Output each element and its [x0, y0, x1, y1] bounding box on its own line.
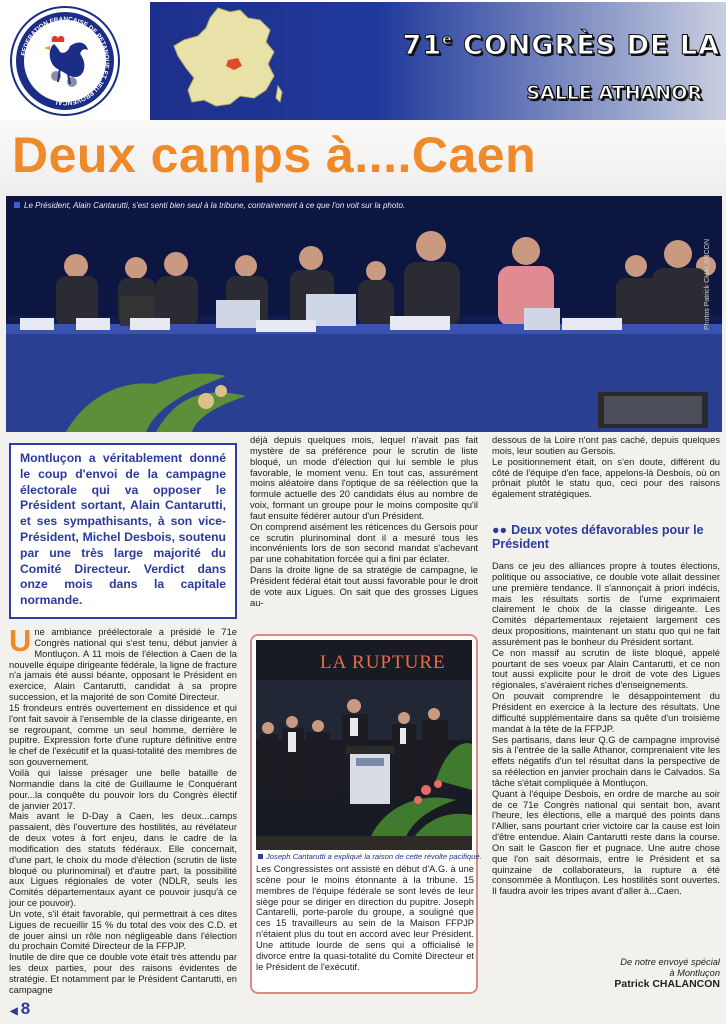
paragraph-4: Mais avant le D-Day à Caen, les deux...camps passaient, dès l'ouverture des hostilités, au révélateur de deux votes à fort enjeu, dans le cadre de la modification des statuts fédéraux. Elle concernait, d'une part, le choix du mode d'élection (scrutin de liste bloqué ou plurinominal) et d'autre part, la possibilité aux Ligues régionales de voter (NDLR, seuls les Comités départementaux ayant ce pouvoir jusqu'à ce jour ce pouvoir). [9, 811, 237, 909]
column-3 [492, 435, 720, 500]
paragraph-9: Dans la droite ligne de sa stratégie de campagne, le Président fédéral était tout aussi favorable pour le droit de vote aux Ligues. On sait que des grosses Ligues au- [250, 565, 478, 608]
signoff-line-2: à Montluçon [669, 968, 720, 978]
caption-square-icon [258, 854, 263, 859]
venue-title: SALLE ATHANOR [526, 82, 702, 104]
congress-title: 71e CONGRÈS DE LA [402, 30, 720, 61]
svg-text:FEDERATION FRANCAISE DE PETANQ: FEDERATION FRANCAISE DE PETANQUE ET JEU PROVENCAL [20, 15, 111, 107]
intro-box [9, 443, 237, 619]
tribune-photo-illustration [6, 196, 722, 432]
paragraph-2: 15 frondeurs entrés ouvertement en dissidence et qui l'ont fait savoir à l'ensemble de la classe dirigeante, en se regroupant, comme un seul homme, derrière le pupitre. Expression forte d'une rupture définitive entre le chef de l'exécutif et la quasi-totalité des membres de son gouvernement. [9, 702, 237, 768]
paragraph-11: Le positionnement était, on s'en doute, différent du côté de l'équipe d'en face, appelons-là Desbois, où on prônait plutôt le statu quo, ceci pour des raisons également stratégiques. [492, 456, 720, 500]
footer [0, 1020, 726, 1024]
triangle-icon: ◀ [10, 1006, 18, 1017]
paragraph-15: Ses partisans, dans leur Q.G de campagne improvisé sis à l'entrée de la salle Athanor, comprenaient vite les effets négatifs d'un tel résultat dans la perspective de sa réélection en janvier prochain dans le Calvados. Sa tâche s'était compliquée à Montluçon. [492, 734, 720, 788]
intro-text: Montluçon a véritablement donné le coup d'envoi de la campagne électorale qui va opposer le Président sortant, Alain Cantarutti, et ses sympathisants, à son vice-Président, Michel Desbois, soutenu par une très large majorité du Comité Directeur. Verdict dans onze mois dans la capitale normande. [20, 451, 226, 608]
bullet-dots-icon: ●● [492, 523, 508, 537]
paragraph-3: Voilà qui laisse présager une belle bataille de Normandie dans la cité de Guillaume le Conquérant pour...la conquête du pouvoir lors du Congrès électif de janvier 2017. [9, 767, 237, 811]
signoff-line-1: De notre envoyé spécial [620, 957, 720, 967]
france-map-icon [170, 6, 285, 111]
paragraph-6: Inutile de dire que ce double vote était très attendu par les deux parties, pour des raisons évidentes de stratégie. Et notamment par le Président Cantarutti, en campagne [9, 952, 237, 995]
rupture-caption: Joseph Cantarutti a expliqué la raison de cette révolte pacifique. [258, 852, 472, 861]
paragraph-14: On pouvait comprendre le désappointement du Président en exercice à la lecture des résultats. Une difficulté supplémentaire dans sa quête d'un troisième mandat à la tête de la FFPJP. [492, 691, 720, 734]
paragraph-8: On comprend aisément les réticences du Gersois pour ce scrutin plurinominal dont il a mesuré tous les inconvénients lors de son second mandat s'achevant par une cohabitation forcée qui a fini par éclater. [250, 521, 478, 565]
paragraph-12: Dans ce jeu des alliances propre à toutes élections, politique ou associative, ce double vote allait dessiner une première tendance. Il s'annonçait à priori indécis, mais les résultats sortis de l'urne exprimaient clairement le choix de la classe dirigeante. Les Comités départementaux rejetaient largement ces deux propositions, maintenant un statu quo qui ne fait assurément pas le bonheur du Président sortant. [492, 561, 720, 647]
author-name: Patrick CHALANCON [614, 978, 720, 990]
article-headline: Deux camps à....Caen [12, 127, 537, 183]
photo-credit: Photos Patrick CHALANCON [704, 238, 711, 330]
paragraph-10: dessous de la Loire n'ont pas caché, depuis quelques mois, leur soutien au Gersois. [492, 435, 720, 456]
paragraph-5: Un vote, s'il était favorable, qui permettrait à ces dites Ligues de recueillir 15 % du total des voix des C.D. et de jouer ainsi un rôle non négligeable dans l'élection du prochain Comité Directeur de la FFPJP. [9, 908, 237, 952]
ffpjp-logo [10, 6, 120, 116]
rooster-icon [40, 32, 92, 90]
rupture-title: LA RUPTURE [320, 652, 446, 673]
photo-caption: Le Président, Alain Cantarutti, s'est senti bien seul à la tribune, contrairement à ce que l'on voit sur la photo. [14, 201, 405, 210]
caption-square-icon [14, 202, 20, 208]
column-1 [9, 623, 237, 996]
paragraph-13: Ce non massif au scrutin de liste bloqué, appelé pourtant de ses voeux par Alain Cantarutti, et ce non tout aussi explicite pour le droit de vote des Ligues régionales, s'avéraient riches d'enseignements. [492, 647, 720, 691]
paragraph-16: Quant à l'équipe Desbois, en ordre de marche au soir de ce 71e Congrès national qui sentait bon, avant l'heure, les élections, elle a marqué des points dans l'Allier, sans pourtant crier victoire car la cause est loin d'être entendue. Alain Cantarutti reste dans la course. On sait le Gascon fier et pugnace. Une autre chose que l'on sait désormais, entre le Président et sa quinzaine de collaborateurs, la rupture a été consommée à Montluçon. Les hostilités sont ouvertes. Il faudra avoir les tripes avant d'aller à...Caen. [492, 788, 720, 897]
drop-cap: U [9, 623, 32, 658]
page-number: ◀ 8 [10, 999, 31, 1018]
main-photo [6, 196, 722, 432]
column-3-continued [492, 561, 720, 897]
paragraph-7: déjà depuis quelques mois, lequel n'avait pas fait mystère de sa préférence pour le scrutin de liste bloqué, un mode d'élection qui lui semble le plus favorable, le moment venu. En tout cas, assurément moins aléatoire dans l'optique de sa réélection que la formule actuelle des 20 candidats élus au nombre de voix, formant un groupe pour le moins composite qu'il faut ensuite fédérer autour d'un Président. [250, 435, 478, 521]
section-subhead: ●● Deux votes défavorables pour le Président [492, 523, 704, 551]
paragraph-1: Une ambiance préélectorale a présidé le 71e Congrès national qui s'est tenu, début janvier à Montluçon. A 11 mois de l'élection à Caen de la nouvelle équipe dirigeante fédérale, la ligne de fracture n'a jamais été aussi béante, opposant le Président en exercice, Alain Cantarutti, candidat à sa propre succession, et la majorité de son Comité Directeur. [9, 623, 237, 703]
rupture-text: Les Congressistes ont assisté en début d'A.G. à une scène pour le moins étonnante à la tribune. 15 membres de l'équipe fédérale se sont levés de leur siège pour se diriger en direction du pupitre. Joseph Cantarelli, porte-parole du groupe, a souligné que ces 15 travailleurs au sein de la Maison FFPJP n'étaient plus du tout en accord avec leur Président. Une attitude lourde de sens qui a officialisé le divorce entre la quasi-totalité du Comité Directeur et le Président de l'exécutif. [256, 864, 474, 972]
column-2 [250, 435, 478, 609]
author-signoff [580, 957, 720, 990]
page-header [0, 0, 726, 120]
